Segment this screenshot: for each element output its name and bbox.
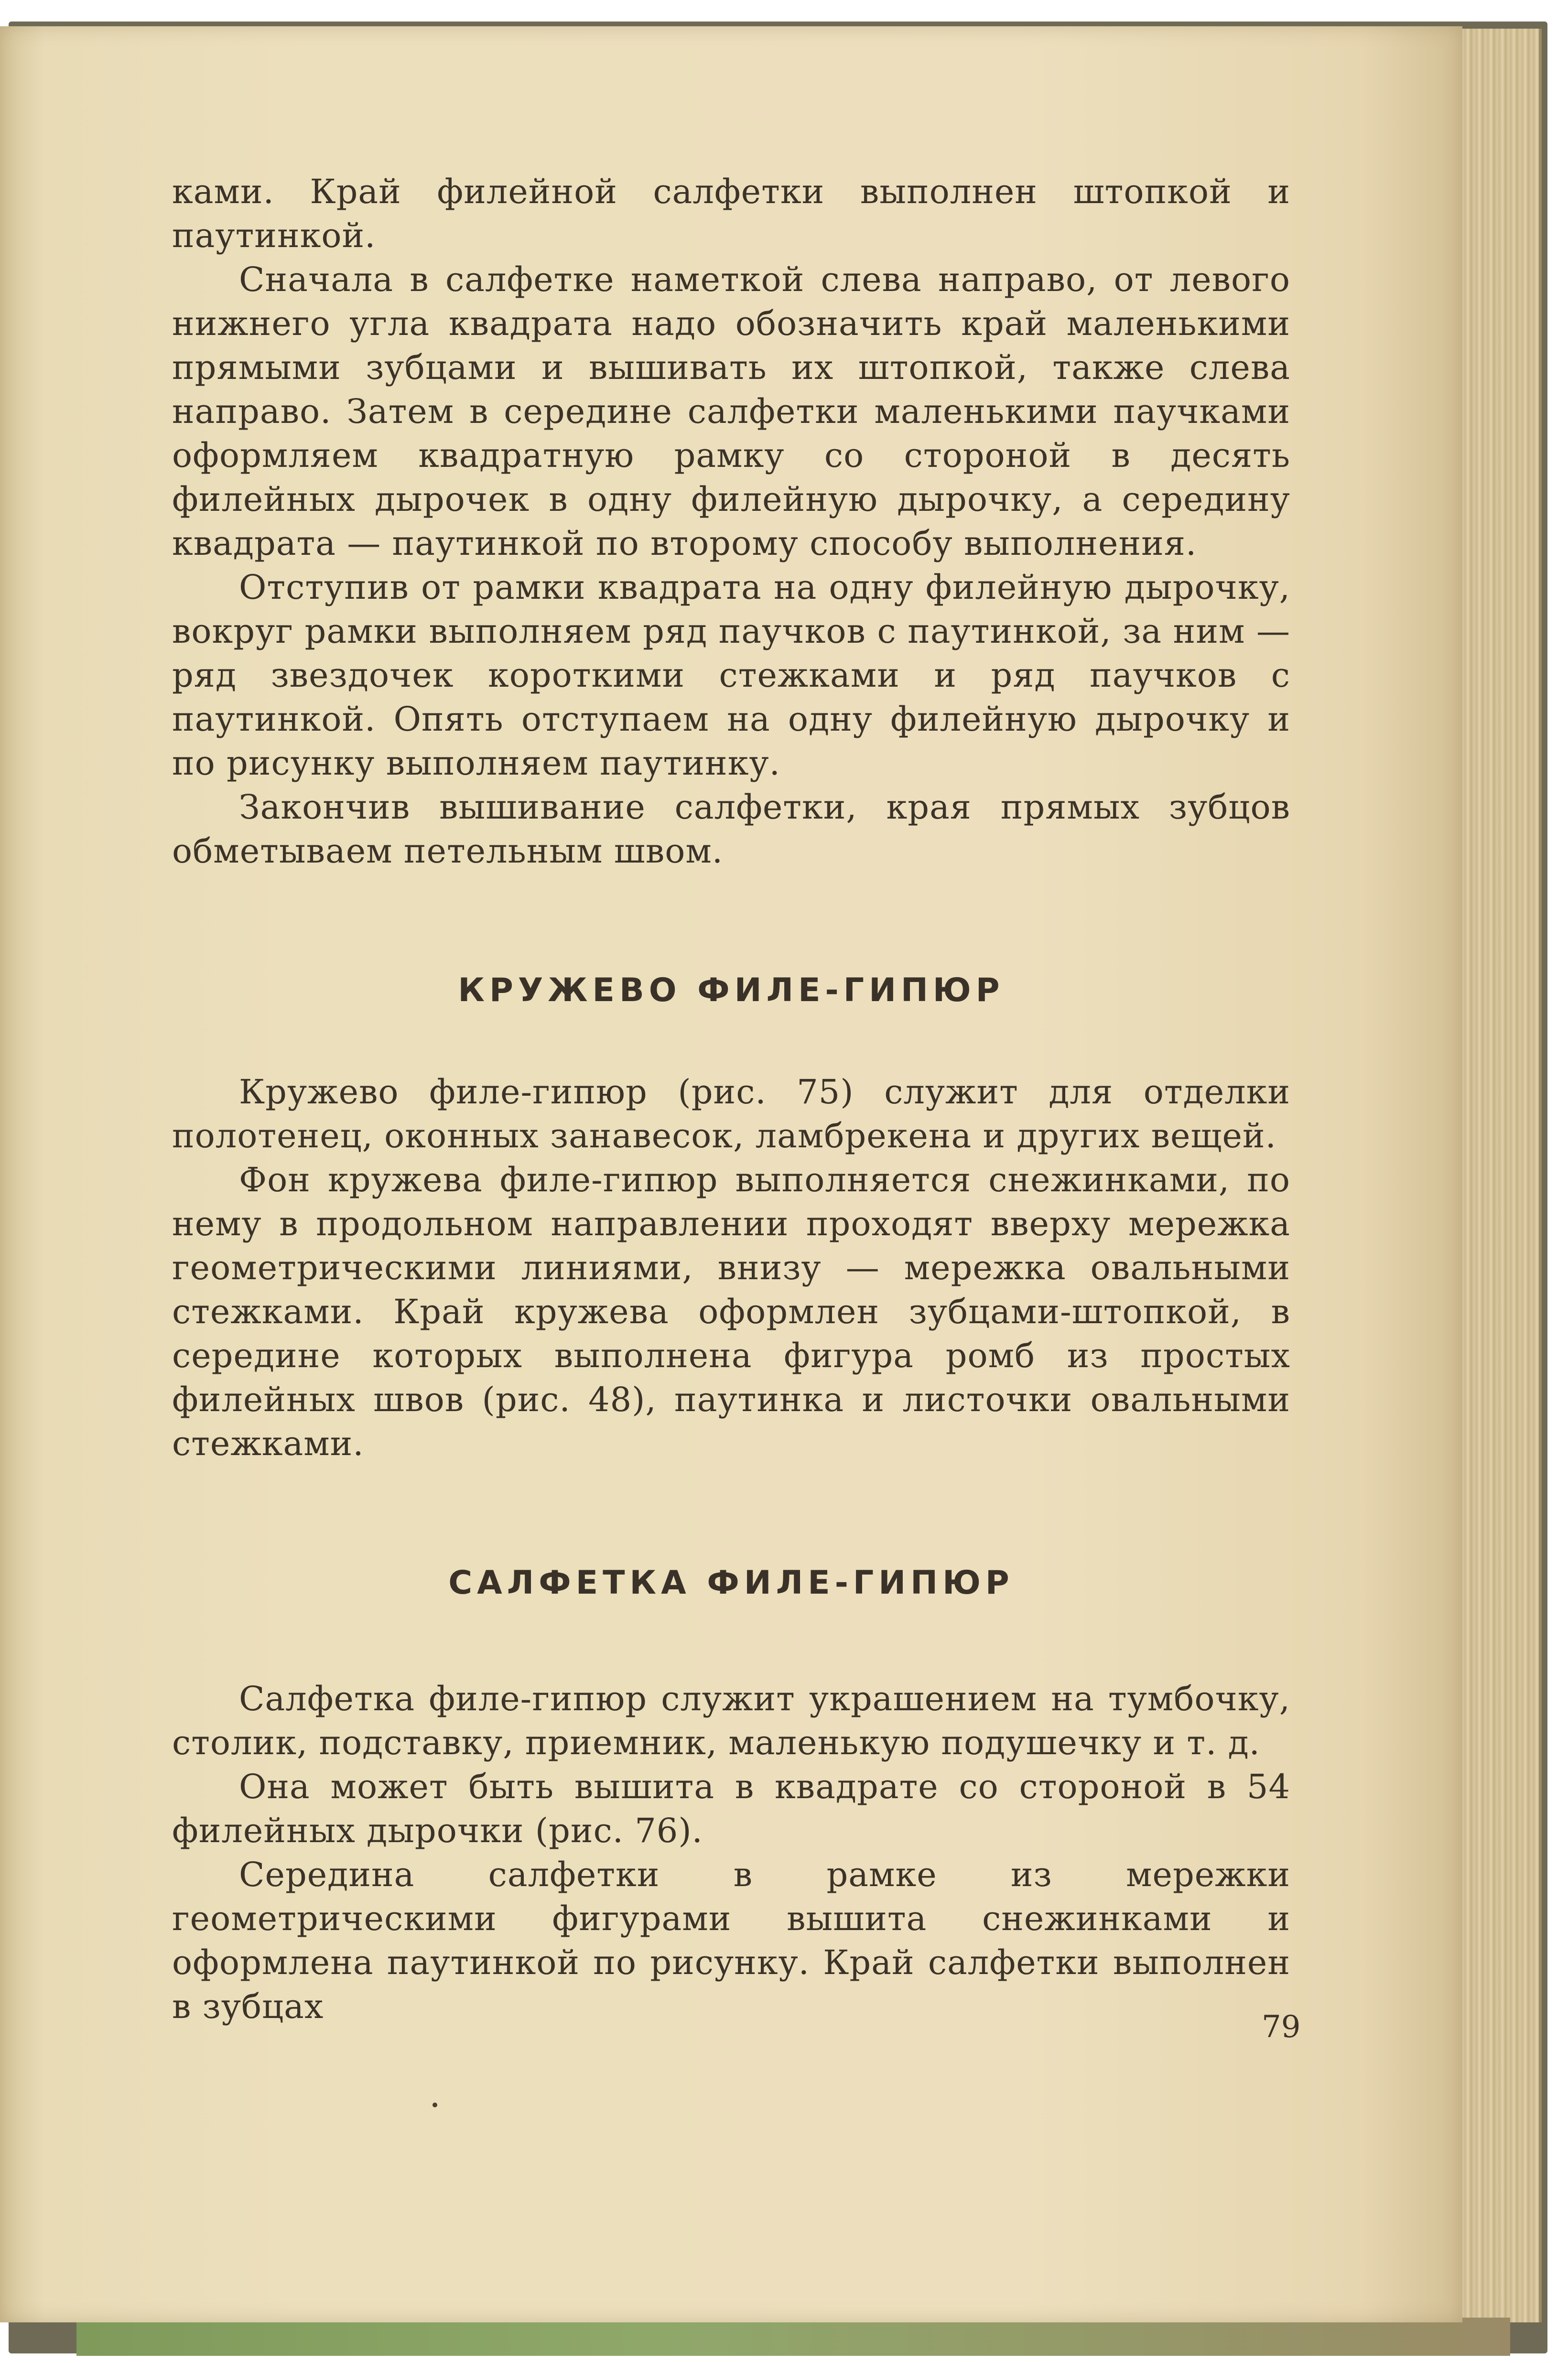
paragraph: Сначала в салфетке наметкой слева направо, от левого нижнего угла квадрата надо обозначить край маленькими прямыми зубцами и вышивать их штопкой, также слева направо. Затем в середине салфетки маленькими паучками оформляем квадратную рамку со стороной в десять филейных дырочек в одну филейную дырочку, а середину квадрата — паутинкой по второму способу выполнения.: [172, 260, 1290, 563]
print-speck: [433, 2103, 437, 2107]
paragraph: Закончив вышивание салфетки, края прямых зубцов обметываем петельным швом.: [172, 788, 1290, 871]
spine-strip: [76, 2318, 1510, 2356]
page-number: 79: [1262, 2009, 1301, 2045]
page-text: [172, 170, 1290, 2029]
paragraph: Салфетка филе-гипюр служит украшением на тумбочку, столик, подставку, приемник, маленькую подушечку и т. д.: [172, 1679, 1290, 1762]
section-heading-salfetka: САЛФЕТКА ФИЛЕ-ГИПЮР: [448, 1564, 1014, 1602]
page-edges: [1462, 29, 1542, 2322]
paragraph: Середина салфетки в рамке из мережки геометрическими фигурами вышита снежинками и оформлена паутинкой по рисунку. Край салфетки выполнен в зубцах: [172, 1855, 1290, 2026]
paragraph: Она может быть вышита в квадрате со стороной в 54 филейных дырочки (рис. 76).: [172, 1767, 1290, 1850]
paragraph: Отступив от рамки квадрата на одну филейную дырочку, вокруг рамки выполняем ряд паучков с паутинкой, за ним — ряд звездочек короткими стежками и ряд паучков с паутинкой. Опять отступаем на одну филейную дырочку и по рисунку выполняем паутинку.: [172, 568, 1290, 783]
paragraph: Фон кружева филе-гипюр выполняется снежинками, по нему в продольном направлении проходят вверху мережка геометрическими линиями, внизу — мережка овальными стежками. Край кружева оформлен зубцами-штопкой, в середине которых выполнена фигура ромб из простых филейных швов (рис. 48), паутинка и листочки овальными стежками.: [172, 1160, 1290, 1463]
paragraph-continuation: ками. Край филейной салфетки выполнен штопкой и паутинкой.: [172, 172, 1290, 255]
section-heading-kruzhevo: КРУЖЕВО ФИЛЕ-ГИПЮР: [458, 971, 1005, 1009]
paragraph: Кружево филе-гипюр (рис. 75) служит для отделки полотенец, оконных занавесок, ламбрекена и других вещей.: [172, 1072, 1290, 1155]
book-page: [0, 26, 1462, 2322]
